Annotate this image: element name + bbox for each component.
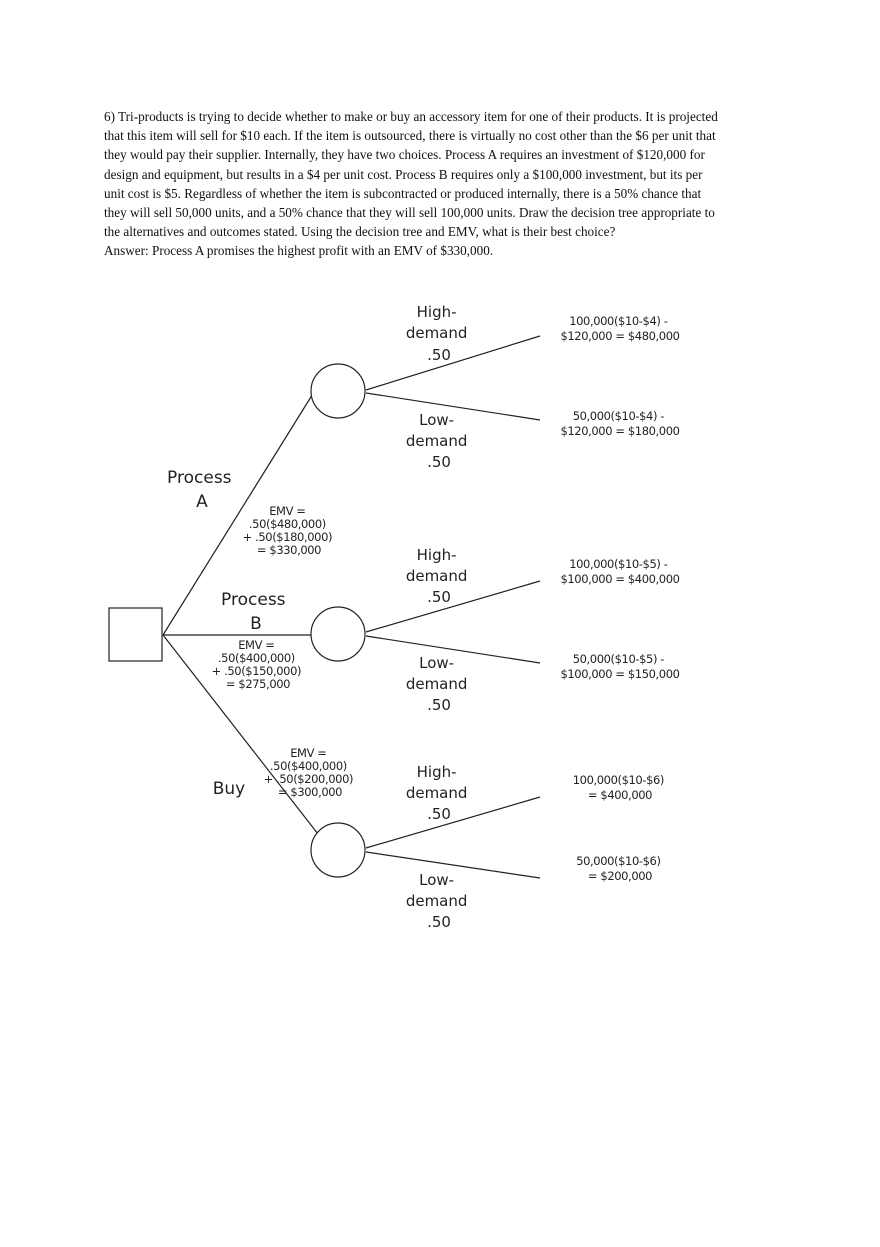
outcome-label-a-low: Low- demand .50 — [405, 411, 468, 471]
branch-name-process-b: Process B — [221, 590, 286, 634]
emv-process-b: EMV = .50($400,000) + .50($150,000) = $275,000 — [211, 638, 302, 691]
payoff-buy-high: 100,000($10-$6) = $400,000 — [572, 773, 664, 802]
outcome-label-a-high: High- demand .50 — [405, 303, 468, 364]
outcome-label-buy-low: Low- demand .50 — [405, 871, 468, 931]
question-block — [104, 107, 724, 261]
probability-buy-low: .50 — [427, 913, 451, 931]
decision-tree-svg — [0, 290, 880, 950]
payoff-buy-low: 50,000($10-$6) = $200,000 — [576, 854, 661, 883]
chance-node-buy — [311, 823, 365, 877]
payoff-b-low: 50,000($10-$5) - $100,000 = $150,000 — [560, 652, 680, 681]
probability-b-low: .50 — [427, 696, 451, 714]
probability-buy-high: .50 — [427, 805, 451, 823]
edge-b-high — [366, 581, 540, 632]
payoff-b-high: 100,000($10-$5) - $100,000 = $400,000 — [560, 557, 680, 586]
payoff-a-high: 100,000($10-$4) - $120,000 = $480,000 — [560, 314, 680, 343]
payoff-a-low: 50,000($10-$4) - $120,000 = $180,000 — [560, 409, 680, 438]
emv-process-a: EMV = .50($480,000) + .50($180,000) = $330,000 — [242, 504, 333, 557]
branch-name-process-a: Process A — [167, 468, 232, 512]
decision-tree — [0, 290, 880, 950]
outcome-label-buy-high: High- demand .50 — [405, 763, 468, 823]
edge-a-high — [366, 336, 540, 390]
edge-buy-high — [366, 797, 540, 848]
chance-node-process-a — [311, 364, 365, 418]
outcome-label-b-high: High- demand .50 — [405, 546, 468, 606]
answer-text: Answer: Process A promises the highest profit with an EMV of $330,000. — [104, 243, 494, 259]
decision-node — [109, 608, 162, 661]
chance-node-process-b — [311, 607, 365, 661]
probability-a-low: .50 — [427, 453, 451, 471]
branch-name-buy: Buy — [212, 779, 246, 799]
emv-buy: EMV = .50($400,000) + .50($200,000) = $300,000 — [263, 746, 354, 799]
outcome-label-b-low: Low- demand .50 — [405, 654, 468, 714]
probability-a-high: .50 — [427, 346, 451, 364]
question-text: 6) Tri-products is trying to decide whether to make or buy an accessory item for one of their products. It is projected that this item will sell for $10 each. If the item is outsourced, there is virtually no cost other than the $6 per unit that they would pay their supplier. Internally, they have two choices. Process A requires an investment of $120,000 for design and equipment, but results in a $4 per unit cost. Process B requires only a $100,000 investment, but its per unit cost is $5. Regardless of whether the item is subcontracted or produced internally, there is a 50% chance that they will sell 50,000 units, and a 50% chance that they will sell 100,000 units. Draw the decision tree appropriate to the alternatives and outcomes stated. Using the decision tree and EMV, what is their best choice? — [104, 109, 718, 240]
probability-b-high: .50 — [427, 588, 451, 606]
